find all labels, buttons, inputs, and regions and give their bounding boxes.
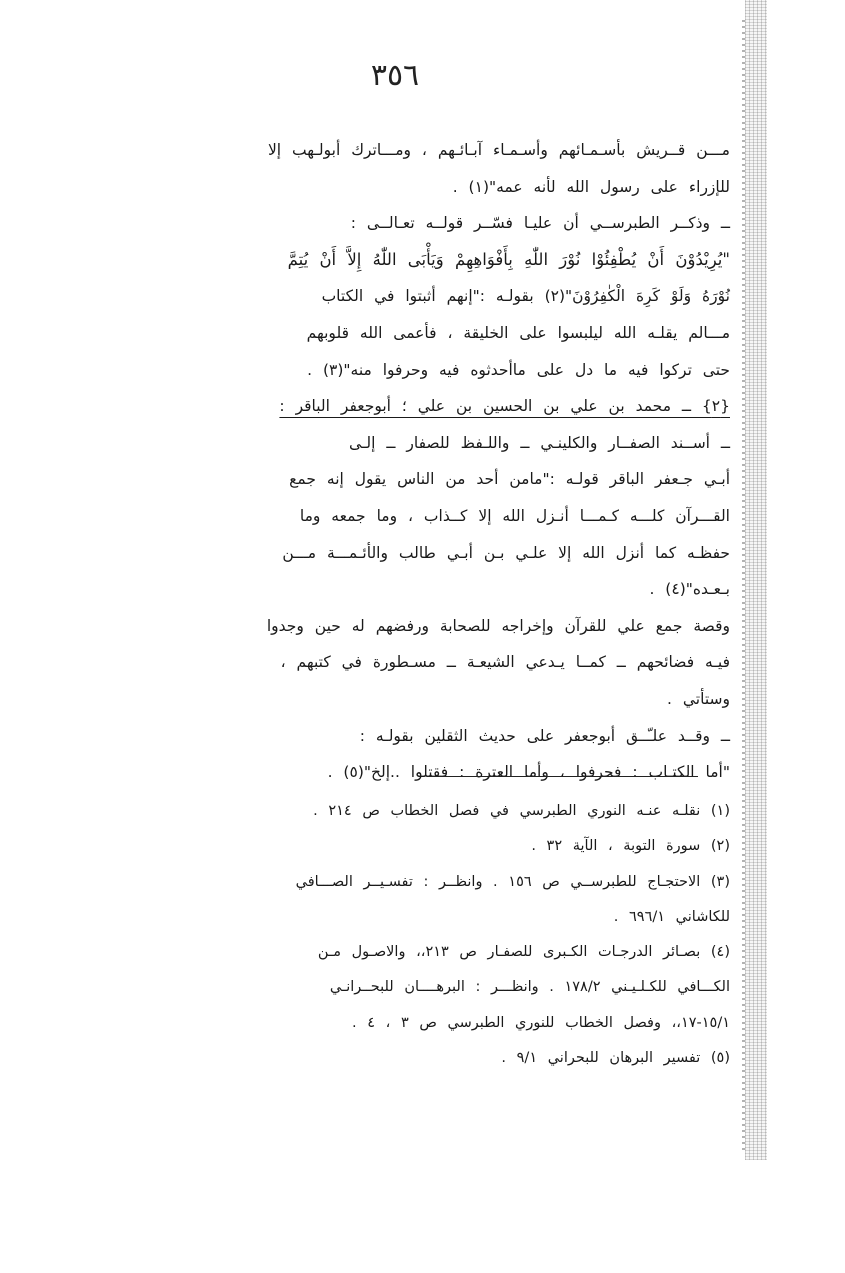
body-text [130,132,730,791]
footnote-4: (٤) بصـائر الدرجـات الكـبرى للصفـار ص ٢١٣،، والاصـول مـن [317,944,730,961]
body-line-10: أبـي جـعفر الباقر قولـه :"مامن أحد من الناس يقول إنه جمع [289,470,730,489]
footnote-4-cont-1: الكـــافي للكـلـيـني ١٧٨/٢ . وانظـــر : البرهــــان للبحــرانـي [329,979,730,996]
body-line-2: للإزراء على رسول الله لأنه عمه"(١) . [452,177,730,196]
footnote-separator [428,776,698,777]
footnote-3-cont: للكاشاني ٦٩٦/١ . [613,908,730,925]
body-line-9: ــ أســند الصفــار والكلينـي ــ واللـفظ للصفار ــ إلـى [348,433,730,452]
section-heading-text: {٢} ــ محمد بن علي بن الحسين بن علي ؛ أبوجعفر الباقر : [279,397,730,416]
footnote-5: (٥) تفسير البرهان للبحراني ٩/١ . [501,1050,730,1067]
footnote-2: (٢) سورة التوبة ، الآية ٣٢ . [531,838,730,855]
body-line-7: حتى تركوا فيه ما دل على ماأحدثوه فيه وحرفوا منه"(٣) . [307,360,730,379]
body-line-14: وقصة جمع علي للقرآن وإخراجه للصحابة ورفضهم له حين وجدوا [266,616,730,635]
quran-verse-line-2: نُوْرَهُ وَلَوْ كَرِهَ الْكٰفِرُوْنَ"(٢) بقولـه :"إنهم أثبتوا في الكتاب [321,287,730,306]
body-line-16: وستأتي . [667,689,730,708]
scan-binding-shadow [742,20,745,1150]
section-heading [130,388,730,425]
scan-binding-edge [745,0,767,1160]
body-line-17: ــ وقــد علـّــق أبوجعفر على حديث الثقلين بقولـه : [359,726,730,745]
body-line-13: بـعـده"(٤) . [649,580,730,599]
quran-verse-line-1: "يُرِيْدُوْنَ أَنْ يُطْفِئُوْا نُوْرَ اللّٰهِ بِأَفْوَاهِهِمْ وَيَأْبَى اللّٰهُ إِلاَّ أَنْ يُتِمَّ [287,249,730,269]
footnotes [130,794,730,1076]
footnote-4-cont-2: ١٥/١-١٧،، وفصل الخطاب للنوري الطبرسي ص ٣ ، ٤ . [352,1014,730,1031]
footnote-1: (١) نقلـه عنـه النوري الطبرسي في فصل الخطاب ص ٢١٤ . [313,803,730,819]
body-line-15: فيـه فضائحهم ــ كمــا يـدعي الشيعـة ــ مسـطورة في كتبهم ، [280,653,730,672]
body-line-6: مـــالم يقلـه الله ليلبسوا على الخليقة ، فأعمى الله قلوبهم [306,323,730,342]
body-line-3: ــ وذكــر الطبرســي أن عليـا فسّــر قولــه تعـالــى : [350,214,730,233]
page-number: ٣٥٦ [370,58,420,93]
body-line-11: القـــرآن كلـــه كـمـــا أنـزل الله إلا كــذاب ، وما جمعه وما [299,506,730,525]
body-line-1: مـــن قــريش بأسـمـائهم وأسـمـاء آبـائـهم ، ومـــاترك أبولـهب إلا [267,141,730,159]
footnote-3: (٣) الاحتجـاج للطبرســي ص ١٥٦ . وانظــر : تفسـيــر الصـــافي [295,873,730,890]
body-line-12: حفظـه كما أنزل الله إلا علـي بـن أبـي طالب والأئـمـــة مـــن [282,543,730,562]
body-line-18: "أما الكتـاب : فحرفوا ، وأما العترة : فقتلوا ..إلخ"(٥) . [327,763,730,782]
